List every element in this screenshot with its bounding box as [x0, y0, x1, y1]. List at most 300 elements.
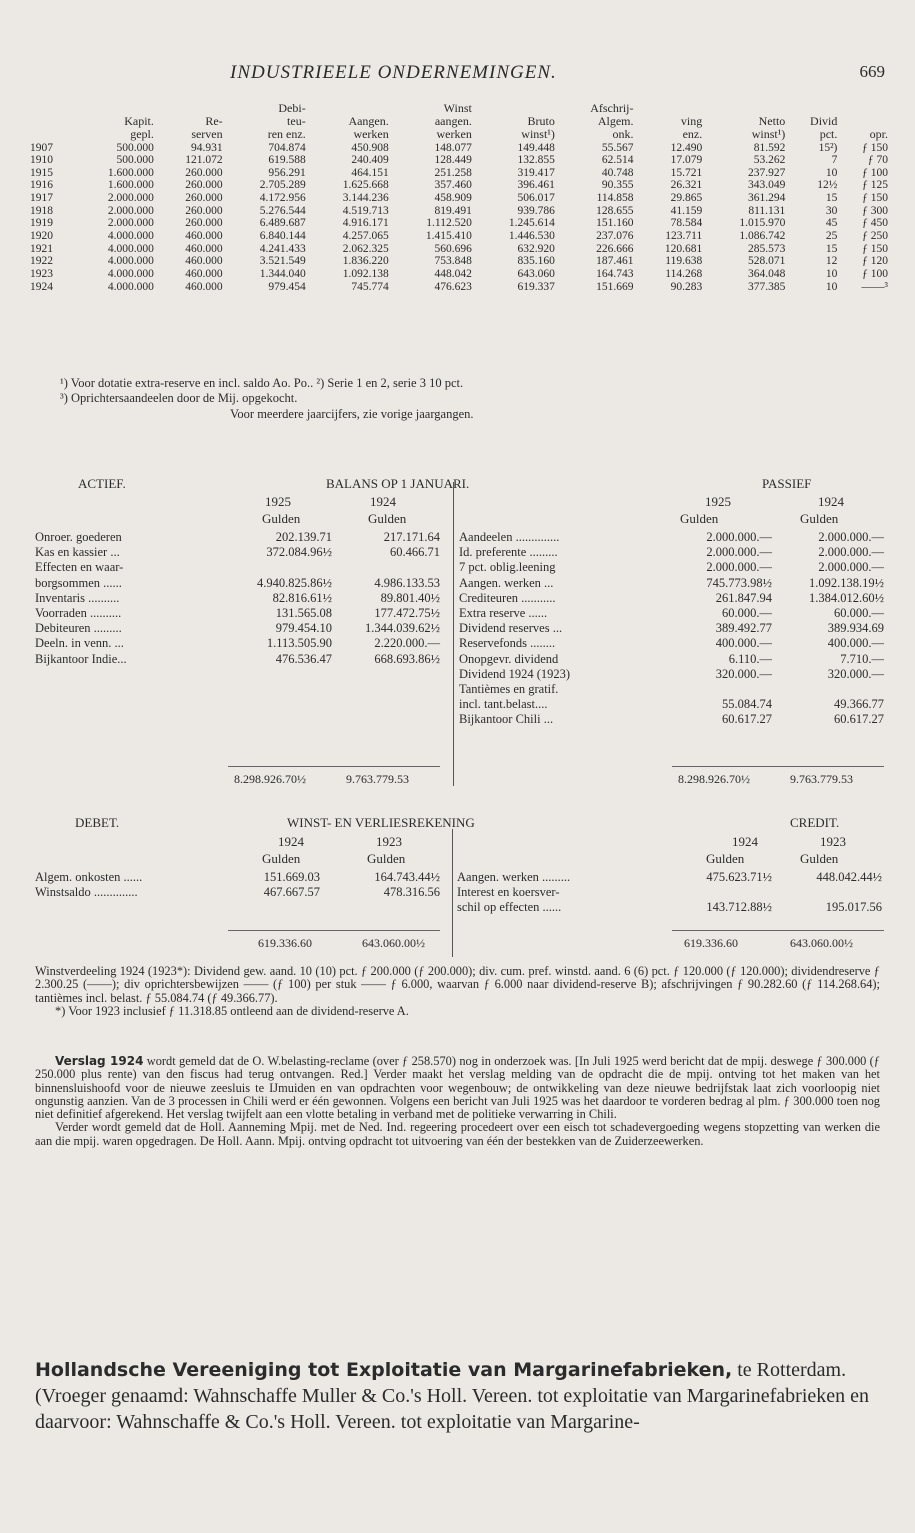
actief-total-1925: 8.298.926.70½	[234, 772, 306, 786]
year-cell: 1923	[30, 267, 53, 280]
value-cell: 357.460	[434, 179, 472, 192]
value-cell: ƒ 450	[862, 217, 888, 230]
footnote-1: ¹) Voor dotatie extra-reserve en incl. saldo Ao. Po.. ²) Serie 1 en 2, serie 3 10 pct.	[60, 376, 464, 390]
value-cell: ƒ 100	[862, 267, 888, 280]
ledger-value-current: 400.000.—	[715, 636, 772, 651]
value-cell: 1.625.668	[342, 179, 389, 192]
ledger-value-current: 4.940.825.86½	[257, 575, 332, 590]
ledger-row	[35, 621, 440, 636]
value-cell: 6.840.144	[259, 230, 306, 243]
year-cell: 1924	[30, 280, 53, 293]
ledger-value-current: 745.773.98½	[706, 575, 772, 590]
year-1924-right: 1924	[818, 494, 844, 509]
stats-row	[28, 268, 890, 281]
stats-header-cell: Aangen.	[348, 114, 389, 129]
value-cell: 2.000.000	[107, 217, 154, 230]
column-divider	[453, 482, 454, 786]
value-cell: 3.144.236	[342, 192, 389, 205]
value-cell: 260.000	[185, 204, 223, 217]
ledger-value-previous: 400.000.—	[827, 636, 884, 651]
value-cell: 506.017	[517, 192, 555, 205]
value-cell: 237.927	[747, 166, 786, 179]
pl-year-1923-right: 1923	[820, 834, 846, 849]
value-cell: 226.666	[596, 242, 634, 255]
ledger-value-current: 320.000.—	[715, 666, 772, 681]
ledger-label: Debiteuren .........	[35, 621, 122, 636]
value-cell: 1.600.000	[107, 179, 154, 192]
value-cell: 1.245.614	[508, 217, 555, 230]
value-cell: ƒ 100	[862, 166, 888, 179]
value-cell: 41.159	[670, 204, 703, 217]
stats-header-row	[28, 128, 890, 141]
stats-row	[28, 255, 890, 268]
value-cell: 260.000	[185, 166, 223, 179]
year-cell: 1910	[30, 154, 53, 167]
value-cell: 29.865	[670, 192, 703, 205]
value-cell: 90.355	[601, 179, 634, 192]
value-cell: 448.042	[434, 267, 472, 280]
ledger-value-current: 1.113.505.90	[266, 636, 332, 651]
value-cell: 2.062.325	[342, 242, 389, 255]
debet-total-1923: 643.060.00½	[362, 936, 425, 950]
value-cell: 619.337	[517, 280, 555, 293]
value-cell: 94.931	[191, 141, 223, 154]
ledger-row	[35, 606, 440, 621]
ledger-label: Crediteuren ...........	[459, 590, 556, 605]
value-cell: 619.588	[268, 154, 306, 167]
ledger-value-previous: 164.743.44½	[374, 870, 440, 884]
value-cell: 939.786	[517, 204, 555, 217]
year-cell: 1915	[30, 166, 53, 179]
value-cell: 81.592	[753, 141, 786, 154]
credit-items	[457, 870, 882, 916]
year-cell: 1918	[30, 204, 53, 217]
debet-total-1924: 619.336.60	[258, 936, 312, 950]
verslag-text: wordt gemeld dat de O. W.belasting-reclame (over ƒ 258.570) nog in onderzoek was. [In Juli 1925 werd bericht dat de mpij. deswege ƒ 300.000 (ƒ 250.000 plus rente) van den fiscus had terug ontvangen. Red.] Verder maakt het verslag melding van de opdracht die de mpij. ontving tot het maken van het binnensluishoofd voor de nieuwe zeesluis te IJmuiden en van opdrachten voor wegenbouw; de ontwikkeling van deze nieuwe bedrijfstak laat zich voorloopig niet ongunstig aanzien. Van de 3 processen in Chili werd er één gewonnen. Volgens een bericht van Juli 1925 was het daardoor te vorderen bedrag al plm. ƒ 300.000 toen nog niet definitief afgerekend. Het verslag twijfelt aan een vlotte betaling in verband met de politieke verwarring in Chili.	[35, 1054, 880, 1122]
value-cell: 4.000.000	[107, 242, 154, 255]
credit-heading: CREDIT.	[790, 815, 840, 830]
ledger-row	[459, 576, 884, 591]
stats-header-cell: Re-	[205, 114, 223, 129]
stats-header-cell: aangen.	[434, 114, 472, 129]
ledger-row	[35, 530, 440, 545]
value-cell: 560.696	[434, 242, 472, 255]
value-cell: 251.258	[434, 166, 472, 179]
credit-total-rule	[672, 930, 884, 931]
value-cell: 6.489.687	[259, 217, 306, 230]
value-cell: 148.077	[434, 141, 472, 154]
pl-unit-right-2: Gulden	[800, 851, 839, 866]
stats-row	[28, 281, 890, 294]
value-cell: 811.131	[748, 204, 786, 217]
ledger-label: Extra reserve ......	[459, 605, 548, 620]
value-cell: ƒ 150	[862, 141, 888, 154]
value-cell: 53.262	[753, 154, 786, 167]
year-cell: 1917	[30, 192, 53, 205]
ledger-label: Reservefonds ........	[459, 636, 556, 651]
ledger-value-previous: 60.000.—	[834, 605, 884, 620]
ledger-value-current: 6.110.—	[728, 651, 772, 666]
pl-unit-right-1: Gulden	[706, 851, 745, 866]
ledger-row	[459, 621, 884, 636]
value-cell: 30	[825, 204, 838, 217]
passief-items	[459, 530, 884, 727]
ledger-label: Voorraden ..........	[35, 605, 122, 620]
value-cell: 364.048	[747, 267, 786, 280]
value-cell: 1.015.970	[739, 217, 786, 230]
value-cell: 500.000	[116, 141, 154, 154]
value-cell: 151.669	[596, 280, 634, 293]
stats-header-cell: Netto	[758, 114, 786, 129]
value-cell: ƒ 125	[862, 179, 888, 192]
value-cell: ——³	[861, 280, 888, 293]
winstverdeeling-text: Winstverdeeling 1924 (1923*): Dividend gew. aand. 10 (10) pct. ƒ 200.000 (ƒ 200.000); div. cum. pref. winstd. aand. 6 (6) pct. ƒ 120.000 (ƒ 120.000); dividendreserve ƒ 2.300.25 (——); div oprichtersbewijzen —— (ƒ 100) per stuk —— ƒ 6.000, waarvan ƒ 6.000 naar dividend-reserve B); afschrijvingen ƒ 90.282.60 (ƒ 114.268.64); tantièmes incl. belast. ƒ 55.084.74 (ƒ 49.366.77).	[35, 964, 880, 1005]
pl-year-1923-left: 1923	[376, 834, 402, 849]
value-cell: 4.000.000	[107, 280, 154, 293]
verslag-paragraph	[35, 1055, 880, 1148]
stats-header-cell: Bruto	[527, 114, 555, 129]
ledger-row	[35, 885, 440, 900]
value-cell: 643.060	[517, 267, 555, 280]
value-cell: 132.855	[517, 154, 555, 167]
ledger-value-current: 389.492.77	[715, 621, 772, 636]
ledger-row	[459, 606, 884, 621]
ledger-row	[35, 652, 440, 667]
stats-header-cell: ren enz.	[267, 127, 306, 142]
value-cell: 4.241.433	[259, 242, 306, 255]
ledger-label: Inventaris ..........	[35, 590, 120, 605]
stats-row	[28, 230, 890, 243]
unit-right-2: Gulden	[800, 511, 839, 526]
stats-header-cell: opr.	[869, 127, 888, 142]
value-cell: 956.291	[268, 166, 306, 179]
ledger-value-current: 131.565.08	[275, 605, 332, 620]
value-cell: 4.257.065	[342, 230, 389, 243]
value-cell: 4.000.000	[107, 267, 154, 280]
ledger-row	[35, 636, 440, 651]
yearly-figures-table	[28, 102, 890, 293]
ledger-row	[459, 560, 884, 575]
value-cell: 500.000	[116, 154, 154, 167]
winstverdeeling-footnote: *) Voor 1923 inclusief ƒ 11.318.85 ontleend aan de dividend-reserve A.	[55, 1003, 409, 1018]
ledger-row	[35, 870, 440, 885]
ledger-value-current: 143.712.88½	[706, 900, 772, 915]
value-cell: 4.172.956	[259, 192, 306, 205]
value-cell: 460.000	[185, 280, 223, 293]
stats-header-cell: werken	[436, 127, 472, 142]
passief-heading: PASSIEF	[762, 476, 812, 491]
stats-header-cell: teu-	[287, 114, 306, 129]
year-cell: 1916	[30, 179, 53, 192]
ledger-row	[459, 636, 884, 651]
stats-row	[28, 205, 890, 218]
credit-total-1923: 643.060.00½	[790, 936, 853, 950]
ledger-row	[459, 545, 884, 560]
ledger-value-current: 202.139.71	[275, 530, 332, 544]
stats-header-cell: enz.	[682, 127, 703, 142]
value-cell: 632.920	[517, 242, 555, 255]
running-header	[0, 62, 915, 86]
value-cell: 460.000	[185, 230, 223, 243]
stats-header-cell: ving	[680, 114, 703, 129]
unit-left-2: Gulden	[368, 511, 407, 526]
reference-note: Voor meerdere jaarcijfers, zie vorige jaargangen.	[230, 407, 474, 421]
actief-heading: ACTIEF.	[78, 476, 126, 491]
value-cell: 745.774	[351, 280, 389, 293]
debet-heading: DEBET.	[75, 815, 120, 830]
value-cell: ƒ 70	[867, 154, 888, 167]
ledger-value-current: 261.847.94	[715, 590, 772, 605]
debet-total-rule	[228, 930, 440, 931]
ledger-row	[457, 885, 882, 900]
ledger-label: Onopgevr. dividend	[459, 651, 559, 666]
ledger-label: Interest en koersver-	[457, 885, 560, 900]
stats-header-cell: Algem.	[597, 114, 634, 129]
pl-unit-left-2: Gulden	[367, 851, 406, 866]
value-cell: ƒ 150	[862, 242, 888, 255]
stats-header-cell: pct.	[819, 127, 838, 142]
value-cell: 979.454	[268, 280, 306, 293]
value-cell: 260.000	[185, 192, 223, 205]
company-entry	[35, 1357, 880, 1435]
value-cell: 476.623	[434, 280, 472, 293]
ledger-value-previous: 89.801.40½	[380, 590, 440, 605]
actief-total-rule	[228, 766, 440, 767]
ledger-value-previous: 217.171.64	[383, 530, 440, 544]
pl-year-1924-right: 1924	[732, 834, 758, 849]
stats-header-cell	[28, 102, 73, 115]
profit-loss-account	[0, 815, 915, 960]
value-cell: 237.076	[596, 230, 634, 243]
value-cell: 361.294	[747, 192, 786, 205]
company-description: te Rotterdam. (Vroeger genaamd: Wahnschaffe Muller & Co.'s Holl. Vereen. tot exploitatie van Margarinefabrieken en daarvoor: Wahnschaffe & Co.'s Holl. Vereen. tot exploitatie van Margarine-	[35, 1359, 870, 1433]
pl-year-1924-left: 1924	[278, 834, 304, 849]
value-cell: 151.160	[596, 217, 634, 230]
value-cell: 1.112.520	[426, 217, 472, 230]
value-cell: 15	[825, 242, 838, 255]
ledger-label: Effecten en waar-	[35, 560, 124, 575]
balance-title: BALANS OP 1 JANUARI.	[326, 476, 470, 491]
value-cell: 12.490	[670, 141, 703, 154]
stats-header-cell: Kapit.	[124, 114, 154, 129]
passief-total-1925: 8.298.926.70½	[678, 772, 750, 786]
ledger-value-previous: 448.042.44½	[816, 870, 882, 884]
section-title: INDUSTRIEELE ONDERNEMINGEN.	[230, 62, 557, 83]
stats-header-cell	[28, 115, 73, 128]
ledger-value-previous: 2.000.000.—	[818, 560, 884, 575]
ledger-row	[457, 870, 882, 885]
stats-header-cell: Divid	[810, 114, 838, 129]
year-1925-left: 1925	[265, 494, 291, 509]
verslag-heading: Verslag 1924	[55, 1054, 144, 1068]
value-cell: 119.638	[665, 255, 703, 268]
stats-row	[28, 154, 890, 167]
ledger-label: 7 pct. oblig.leening	[459, 560, 556, 575]
value-cell: 10	[825, 280, 838, 293]
pl-unit-left-1: Gulden	[262, 851, 301, 866]
ledger-label: Kas en kassier ...	[35, 545, 120, 560]
value-cell: 164.743	[596, 267, 634, 280]
value-cell: 123.711	[665, 230, 703, 243]
value-cell: 15	[825, 192, 838, 205]
value-cell: 55.567	[601, 141, 634, 154]
year-cell: 1921	[30, 242, 53, 255]
balance-sheet	[0, 476, 915, 792]
value-cell: 1.836.220	[342, 255, 389, 268]
value-cell: ƒ 150	[862, 192, 888, 205]
value-cell: ƒ 250	[862, 230, 888, 243]
ledger-row	[35, 576, 440, 591]
ledger-row	[457, 900, 882, 915]
value-cell: 114.268	[665, 267, 703, 280]
value-cell: 819.491	[434, 204, 472, 217]
ledger-row	[35, 545, 440, 560]
footnote-2: ³) Oprichtersaandeelen door de Mij. opgekocht.	[60, 391, 298, 405]
value-cell: 17.079	[670, 154, 703, 167]
year-cell: 1920	[30, 230, 53, 243]
value-cell: 260.000	[185, 179, 223, 192]
unit-right-1: Gulden	[680, 511, 719, 526]
value-cell: 4.519.713	[342, 204, 389, 217]
profit-loss-title: WINST- EN VERLIESREKENING	[287, 815, 475, 830]
ledger-value-previous: 49.366.77	[834, 697, 884, 712]
ledger-row	[459, 530, 884, 545]
stats-header-cell: Winst	[443, 101, 472, 115]
value-cell: 15.721	[670, 166, 703, 179]
value-cell: 1.092.138	[342, 267, 389, 280]
value-cell: 1.446.530	[508, 230, 555, 243]
stats-row	[28, 179, 890, 192]
ledger-value-current: 82.816.61½	[272, 590, 332, 605]
ledger-value-previous: 1.344.039.62½	[365, 621, 440, 636]
ledger-row	[35, 591, 440, 606]
ledger-value-previous: 320.000.—	[827, 666, 884, 681]
value-cell: 1.600.000	[107, 166, 154, 179]
ledger-row	[459, 682, 884, 697]
ledger-row	[459, 591, 884, 606]
stats-header-cell: Afschrij-	[590, 101, 634, 115]
ledger-value-current: 2.000.000.—	[706, 530, 772, 544]
passief-total-1924: 9.763.779.53	[790, 772, 853, 786]
stats-header-cell: serven	[191, 127, 223, 142]
ledger-value-current: 2.000.000.—	[706, 560, 772, 575]
ledger-label: Aangen. werken ...	[459, 575, 554, 590]
ledger-value-current: 476.536.47	[275, 651, 332, 666]
value-cell: 128.655	[596, 204, 634, 217]
ledger-value-previous: 2.000.000.—	[818, 530, 884, 544]
value-cell: 3.521.549	[259, 255, 306, 268]
ledger-value-previous: 1.384.012.60½	[809, 590, 884, 605]
ledger-value-previous: 389.934.69	[827, 621, 884, 636]
ledger-row	[35, 560, 440, 575]
ledger-label: Deeln. in venn. ...	[35, 636, 124, 651]
ledger-label: Bijkantoor Indie...	[35, 651, 127, 666]
ledger-value-previous: 4.986.133.53	[374, 575, 440, 590]
value-cell: 12	[825, 255, 838, 268]
value-cell: 4.000.000	[107, 255, 154, 268]
ledger-label: Aandeelen ..............	[459, 530, 560, 544]
value-cell: 120.681	[664, 242, 703, 255]
pl-column-divider	[452, 829, 453, 957]
ledger-label: Id. preferente .........	[459, 545, 558, 560]
value-cell: 187.461	[596, 255, 634, 268]
debet-items	[35, 870, 440, 900]
year-cell: 1907	[30, 141, 53, 154]
verder-text: Verder wordt gemeld dat de Holl. Aanneming Mpij. met de Ned. Ind. regeering procedeert over een eisch tot schadevergoeding wegens stopzetting van werken die aan die mpij. waren opgedragen. De Holl. Aann. Mpij. ontving opdracht tot uitvoering van één der bestekken van de Zuiderzeewerken.	[35, 1120, 880, 1148]
ledger-value-current: 2.000.000.—	[706, 545, 772, 560]
value-cell: 90.283	[670, 280, 703, 293]
ledger-value-current: 55.084.74	[722, 697, 772, 712]
value-cell: 40.748	[601, 166, 634, 179]
ledger-row	[459, 652, 884, 667]
value-cell: 319.417	[517, 166, 555, 179]
ledger-label: incl. tant.belast....	[459, 697, 548, 712]
ledger-row	[459, 697, 884, 712]
ledger-label: Onroer. goederen	[35, 530, 122, 544]
ledger-label: Dividend 1924 (1923)	[459, 666, 571, 681]
stats-row	[28, 142, 890, 155]
value-cell: 7	[831, 154, 838, 167]
ledger-label: Bijkantoor Chili ...	[459, 712, 554, 727]
value-cell: 114.858	[596, 192, 634, 205]
value-cell: 704.874	[268, 141, 306, 154]
ledger-value-current: 151.669.03	[263, 870, 320, 884]
ledger-value-previous: 60.466.71	[390, 545, 440, 560]
year-cell: 1919	[30, 217, 53, 230]
value-cell: 1.415.410	[425, 230, 472, 243]
value-cell: ƒ 300	[862, 204, 888, 217]
company-name: Hollandsche Vereeniging tot Exploitatie van Margarinefabrieken,	[35, 1359, 733, 1381]
ledger-value-previous: 2.220.000.—	[374, 636, 440, 651]
value-cell: 285.573	[747, 242, 786, 255]
stats-row	[28, 192, 890, 205]
ledger-value-previous: 2.000.000.—	[818, 545, 884, 560]
value-cell: 5.276.544	[259, 204, 306, 217]
winstverdeeling-paragraph	[35, 965, 880, 1018]
value-cell: 4.916.171	[342, 217, 389, 230]
ledger-value-current: 60.000.—	[722, 605, 772, 620]
stats-header-cell: gepl.	[130, 127, 154, 142]
ledger-row	[459, 712, 884, 727]
value-cell: 2.000.000	[107, 192, 154, 205]
value-cell: 15²)	[818, 141, 838, 154]
value-cell: 62.514	[601, 154, 634, 167]
value-cell: 121.072	[185, 154, 223, 167]
value-cell: 10	[825, 166, 838, 179]
stats-row	[28, 243, 890, 256]
stats-header-cell	[28, 128, 73, 141]
value-cell: 377.385	[747, 280, 786, 293]
ledger-label: Tantièmes en gratif.	[459, 681, 559, 696]
year-cell: 1922	[30, 255, 53, 268]
value-cell: 260.000	[185, 217, 223, 230]
value-cell: 458.909	[434, 192, 472, 205]
ledger-row	[459, 667, 884, 682]
actief-items	[35, 530, 440, 667]
value-cell: 45	[825, 217, 838, 230]
actief-total-1924: 9.763.779.53	[346, 772, 409, 786]
value-cell: 1.086.742	[739, 230, 786, 243]
value-cell: 4.000.000	[107, 230, 154, 243]
ledger-value-previous: 177.472.75½	[374, 605, 440, 620]
ledger-label: Dividend reserves ...	[459, 621, 563, 636]
value-cell: 450.908	[351, 141, 389, 154]
value-cell: 396.461	[517, 179, 555, 192]
ledger-value-current: 60.617.27	[722, 712, 772, 727]
value-cell: 78.584	[670, 217, 703, 230]
ledger-value-current: 372.084.96½	[266, 545, 332, 560]
value-cell: 149.448	[517, 141, 555, 154]
